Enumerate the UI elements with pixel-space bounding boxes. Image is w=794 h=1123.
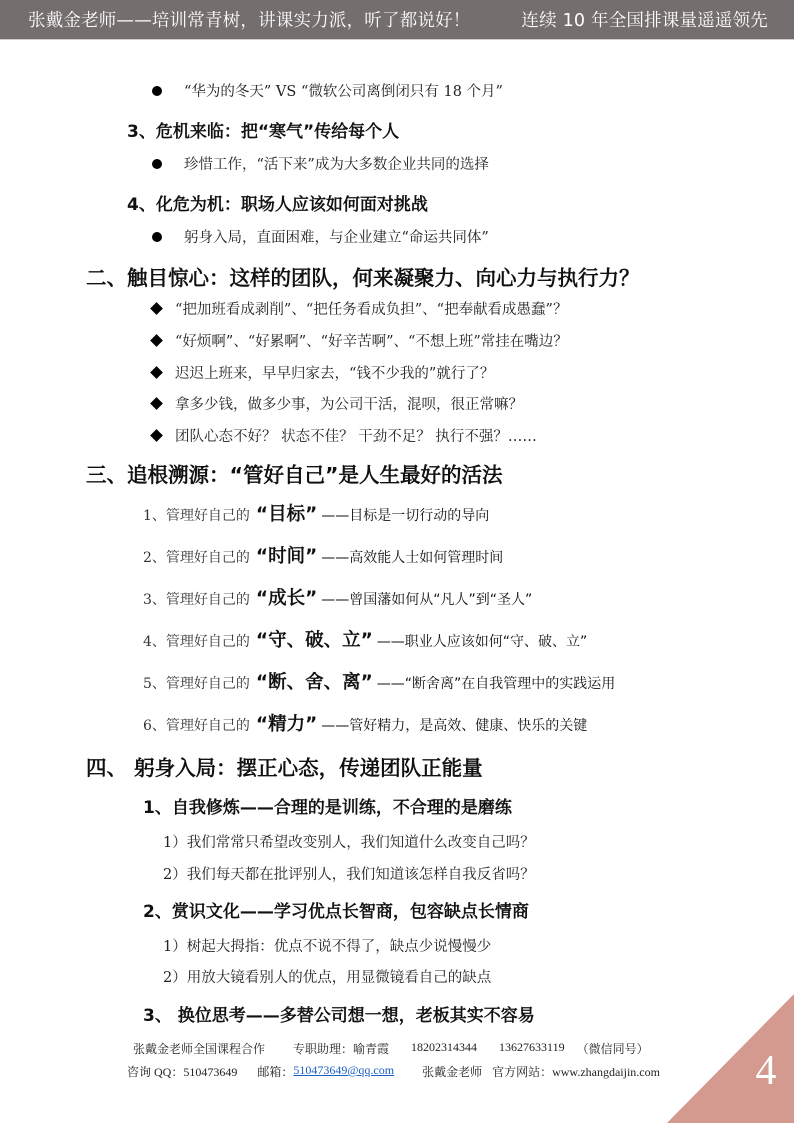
bullet-diamond-icon — [150, 429, 163, 442]
footer-org: 张戴金老师全国课程合作 — [133, 1042, 266, 1056]
subsection-title: 3、 换位思考——多替公司想一想，老板其实不容易 — [143, 1006, 535, 1026]
footer-email-link[interactable]: 510473649@qq.com — [293, 1063, 395, 1077]
numbered-item — [143, 584, 532, 610]
list-item: 2）用放大镜看别人的优点，用显微镜看自己的缺点 — [163, 970, 492, 986]
footer-qq: 咨询 QQ：510473649 — [127, 1065, 238, 1079]
section-title: 四、 躬身入局：摆正心态，传递团队正能量 — [86, 756, 483, 780]
item-description: ——目标是一切行动的导向 — [321, 508, 490, 524]
item-description: ——高效能人士如何管理时间 — [321, 550, 504, 566]
item-prefix: 1、管理好自己的 — [143, 508, 250, 524]
numbered-item — [143, 626, 587, 652]
item-description: ——管好精力，是高效、健康、快乐的关键 — [321, 718, 588, 734]
item-keyword: “断、舍、离” — [255, 672, 373, 693]
list-item — [150, 298, 567, 319]
item-description: ——曾国藩如何从“凡人”到“圣人” — [321, 592, 533, 608]
subsection-title: 1、自我修炼——合理的是训练，不合理的是磨练 — [143, 798, 512, 818]
bullet-dot-icon — [152, 86, 162, 96]
list-item — [152, 80, 503, 101]
bullet-dot-icon — [152, 232, 162, 242]
list-item-text: 珍惜工作，“活下来”成为大多数企业共同的选择 — [184, 157, 489, 173]
bullet-diamond-icon — [150, 397, 163, 410]
section-title: 三、追根溯源：“管好自己”是人生最好的活法 — [86, 463, 503, 487]
header-ranking: 连续 10 年全国排课量遥遥领先 — [521, 11, 768, 31]
footer-email-label: 邮箱： — [257, 1065, 294, 1079]
item-prefix: 3、管理好自己的 — [143, 592, 250, 608]
list-item — [150, 425, 537, 446]
bullet-diamond-icon — [150, 334, 163, 347]
list-item-text: “把加班看成剥削”、“把任务看成负担”、“把奉献看成愚蠢”？ — [175, 302, 568, 318]
item-keyword: “精力” — [255, 714, 318, 735]
bullet-diamond-icon — [150, 366, 163, 379]
item-prefix: 5、管理好自己的 — [143, 676, 250, 692]
header-banner — [0, 0, 794, 40]
list-item — [152, 153, 489, 174]
list-item — [150, 330, 568, 351]
list-item-text: 迟迟上班来，早早归家去，“钱不少我的”就行了？ — [175, 366, 495, 382]
item-prefix: 6、管理好自己的 — [143, 718, 250, 734]
item-keyword: “目标” — [255, 504, 318, 525]
footer-assistant: 专职助理：喻青霞 — [293, 1042, 390, 1056]
subsection-title: 4、化危为机：职场人应该如何面对挑战 — [127, 195, 428, 215]
page-number: 4 — [755, 1048, 777, 1094]
list-item-text: “好烦啊”、“好累啊”、“好辛苦啊”、“不想上班”常挂在嘴边？ — [175, 334, 568, 350]
list-item — [152, 226, 489, 247]
footer-wechat-note: （微信同号） — [576, 1042, 649, 1056]
bullet-diamond-icon — [150, 302, 163, 315]
header-slogan: 张戴金老师——培训常青树，讲课实力派，听了都说好！ — [28, 11, 471, 31]
subsection-title: 2、赏识文化——学习优点长智商，包容缺点长情商 — [143, 902, 529, 922]
bullet-dot-icon — [152, 159, 162, 169]
item-keyword: “成长” — [255, 588, 318, 609]
numbered-item — [143, 500, 489, 526]
footer-teacher: 张戴金老师 — [422, 1065, 483, 1079]
list-item — [150, 393, 523, 414]
item-description: ——职业人应该如何“守、破、立” — [376, 634, 588, 650]
numbered-item — [143, 668, 615, 694]
list-item-text: 躬身入局，直面困难，与企业建立“命运共同体” — [184, 230, 489, 246]
list-item: 1）我们常常只希望改变别人，我们知道什么改变自己吗？ — [163, 835, 535, 851]
footer-phone-1: 18202314344 — [411, 1040, 478, 1054]
list-item-text: 拿多少钱，做多少事，为公司干活，混呗，很正常嘛？ — [175, 397, 523, 413]
numbered-item — [143, 710, 587, 736]
section-title: 二、触目惊心：这样的团队，何来凝聚力、向心力与执行力？ — [86, 266, 640, 290]
item-prefix: 2、管理好自己的 — [143, 550, 250, 566]
item-description: ——“断舍离”在自我管理中的实践运用 — [376, 676, 616, 692]
item-prefix: 4、管理好自己的 — [143, 634, 250, 650]
numbered-item — [143, 542, 503, 568]
item-keyword: “守、破、立” — [255, 630, 373, 651]
list-item: 2）我们每天都在批评别人，我们知道该怎样自我反省吗？ — [163, 867, 535, 883]
list-item-text: 团队心态不好？ 状态不佳？ 干劲不足？ 执行不强？…… — [175, 429, 537, 445]
footer-contact-line-1 — [133, 1040, 649, 1057]
list-item: 1）树起大拇指：优点不说不得了，缺点少说慢慢少 — [163, 939, 492, 955]
item-keyword: “时间” — [255, 546, 318, 567]
footer-website: 官方网站：www.zhangdaijin.com — [492, 1065, 660, 1079]
footer-phone-2: 13627633119 — [499, 1040, 565, 1054]
list-item-text: “华为的冬天” VS “微软公司离倒闭只有 18 个月” — [184, 84, 503, 100]
footer-contact-line-2 — [127, 1063, 660, 1080]
subsection-title: 3、危机来临：把“寒气”传给每个人 — [127, 122, 400, 142]
list-item — [150, 362, 494, 383]
